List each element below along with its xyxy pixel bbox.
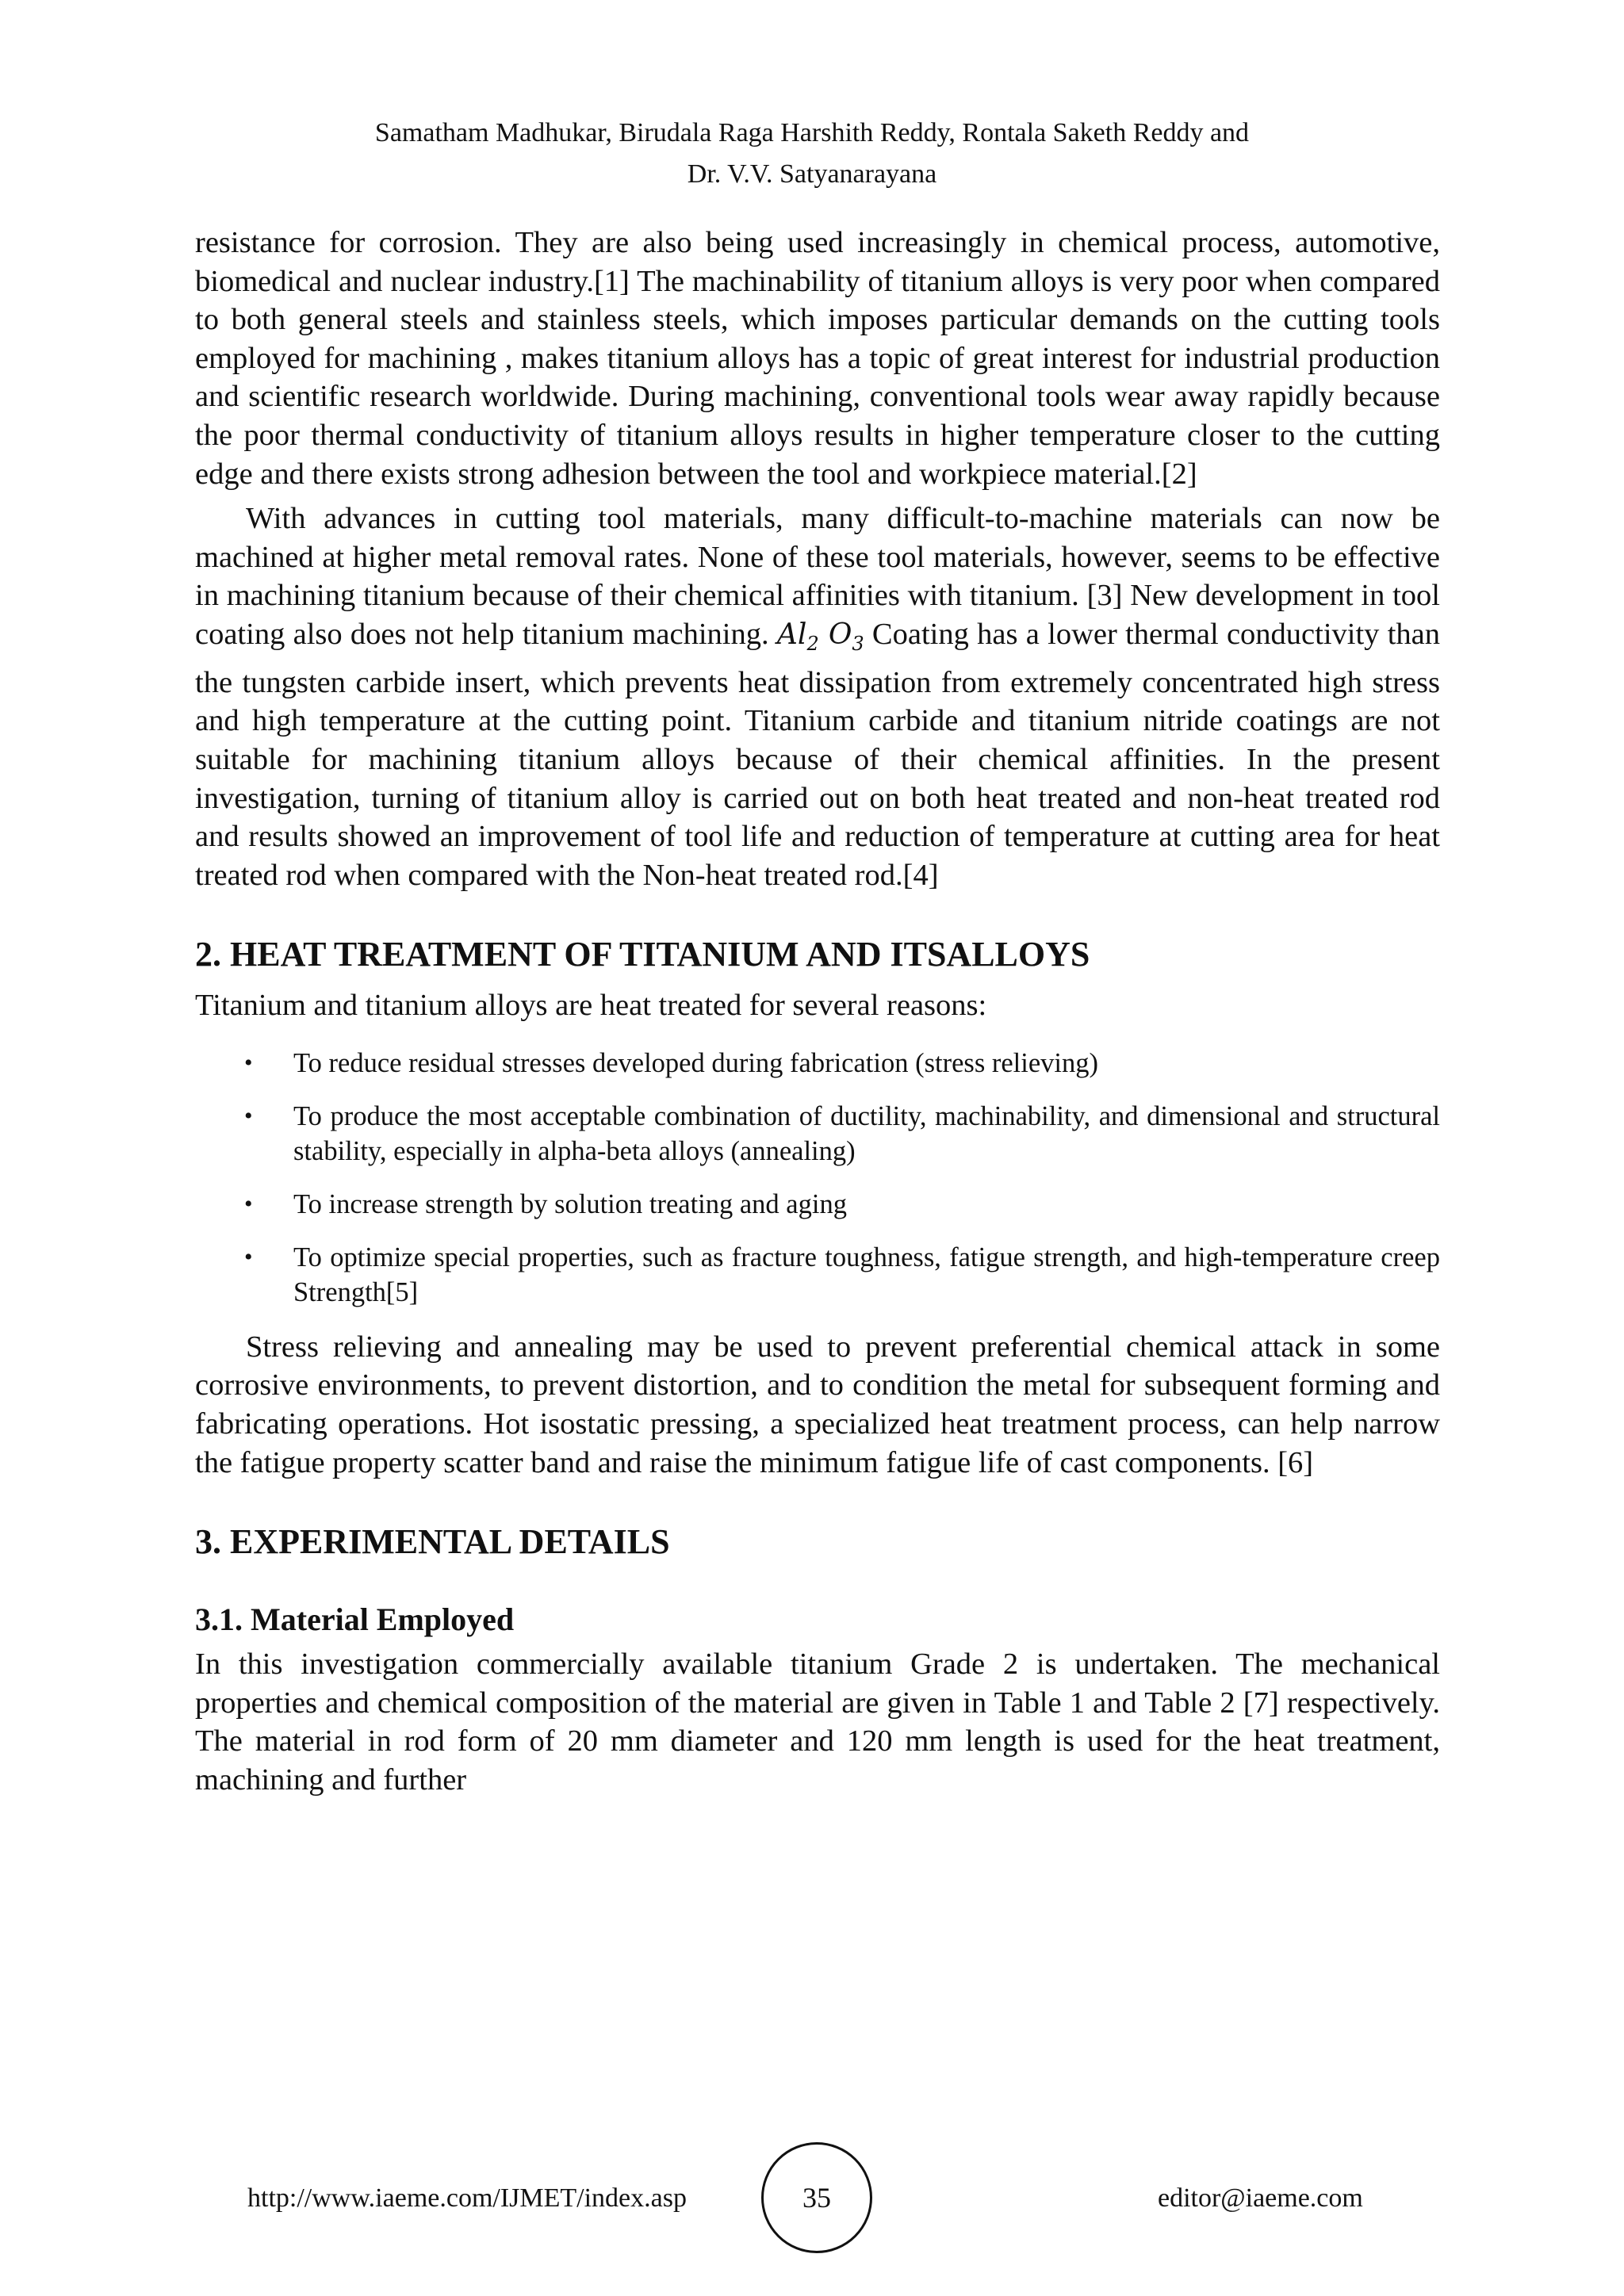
list-item: • To optimize special properties, such as fracture toughness, fatigue strength, and high-temperature creep Strength[5] (195, 1240, 1440, 1310)
list-item: • To reduce residual stresses developed during fabrication (stress relieving) (195, 1046, 1440, 1081)
journal-url-link[interactable]: http://www.iaeme.com/IJMET/index.asp (247, 2183, 687, 2213)
bullet-icon: • (244, 1190, 253, 1217)
header-authors-line1: Samatham Madhukar, Birudala Raga Harshith Reddy, Rontala Saketh Reddy and (374, 118, 1250, 147)
list-item: • To produce the most acceptable combination of ductility, machinability, and dimensional and structural stability, especially in alpha-beta alloys (annealing) (195, 1099, 1440, 1169)
bullet-icon: • (244, 1049, 253, 1076)
section-3-1-heading: 3.1. Material Employed (195, 1601, 515, 1638)
formula-al2o3: $Al_2$ $O_3$ (776, 618, 864, 656)
section-2-paragraph: Stress relieving and annealing may be used to prevent preferential chemical attack in some corrosive environments, to prevent distortion, and to condition the metal for subsequent forming and fabricating operations. Hot isostatic pressing, a specialized heat treatment process, can help narrow the fatigue property scatter band and raise the minimum fatigue life of cast components. [6] (195, 1330, 1440, 1479)
heat-treatment-reasons-list (195, 1046, 1440, 1310)
page-body (195, 224, 1440, 1800)
intro-paragraph-2-before: With advances in cutting tool materials, many difficult-to-machine materials can now be machined at higher metal removal rates. None of these tool materials, however, seems to be effective in machining titanium because of their chemical affinities with titanium. [3] New development in tool coating also does not help titanium machining. (195, 502, 1440, 651)
bullet-icon: • (244, 1102, 253, 1129)
list-item: • To increase strength by solution treating and aging (195, 1187, 1440, 1222)
running-header (0, 113, 1624, 195)
section-3-1-paragraph: In this investigation commercially available titanium Grade 2 is undertaken. The mechanical properties and chemical composition of the material are given in Table 1 and Table 2 [7] respectively. The material in rod form of 20 mm diameter and 120 mm length is used for the heat treatment, machining and further (195, 1647, 1440, 1797)
intro-paragraph-1: resistance for corrosion. They are also being used increasingly in chemical process, automotive, biomedical and nuclear industry.[1] The machinability of titanium alloys is very poor when compared to both general steels and stainless steels, which imposes particular demands on the cutting tools employed for machining , makes titanium alloys has a topic of great interest for industrial production and scientific research worldwide. During machining, conventional tools wear away rapidly because the poor thermal conductivity of titanium alloys results in higher temperature closer to the cutting edge and there exists strong adhesion between the tool and workpiece material.[2] (195, 226, 1440, 491)
editor-email-link[interactable]: editor@iaeme.com (1158, 2183, 1363, 2213)
intro-paragraph-2-after: Coating has a lower thermal conductivity than the tungsten carbide insert, which prevents heat dissipation from extremely concentrated high stress and high temperature at the cutting point. Titanium carbide and titanium nitride coatings are not suitable for machining titanium alloys because of their chemical affinities. In the present investigation, turning of titanium alloy is carried out on both heat treated and non-heat treated rod and results showed an improvement of tool life and reduction of temperature at cutting area for heat treated rod when compared with the Non-heat treated rod.[4] (195, 617, 1441, 892)
page-footer (0, 2142, 1624, 2253)
section-3-heading: 3. EXPERIMENTAL DETAILS (195, 1522, 670, 1562)
bullet-icon: • (244, 1243, 253, 1270)
header-authors-line2: Dr. V.V. Satyanarayana (687, 159, 937, 189)
page-number: 35 (761, 2142, 872, 2253)
section-2-heading: 2. HEAT TREATMENT OF TITANIUM AND ITSALLOYS (195, 935, 1090, 974)
section-2-lead: Titanium and titanium alloys are heat treated for several reasons: (195, 989, 987, 1023)
intro-paragraph-2 (195, 499, 1440, 894)
